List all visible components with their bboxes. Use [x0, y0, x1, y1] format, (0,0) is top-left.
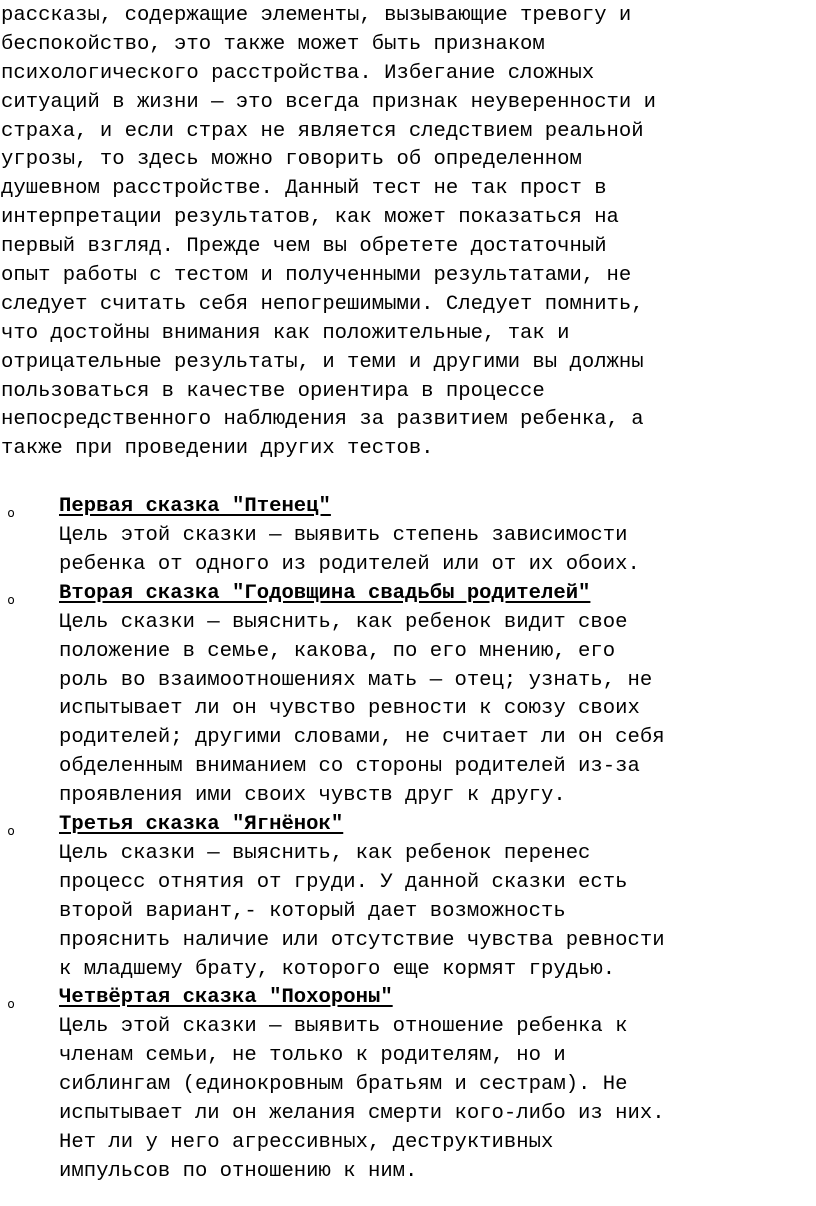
paragraph-line: пользоваться в качестве ориентира в процессе — [1, 379, 545, 403]
paragraph-line: душевном расстройстве. Данный тест не так прост в — [1, 177, 607, 201]
paragraph-line: отрицательные результаты, и теми и другими вы должны — [1, 350, 644, 374]
paragraph-line: страха, и если страх не является следствием реальной — [1, 119, 644, 143]
list-item-line: Цель этой сказки — выявить отношение ребенка к — [59, 1015, 628, 1039]
document-page — [1, 0, 816, 1187]
circle-bullet-icon: o — [7, 592, 15, 607]
list-item-line: членам семьи, не только к родителям, но и — [59, 1044, 566, 1068]
paragraph-line: ситуаций в жизни — это всегда признак неуверенности и — [1, 90, 656, 114]
list-item-line: Цель сказки — выяснить, как ребенок перенес — [59, 841, 591, 865]
list-item-line: испытывает ли он желания смерти кого-либо из них. — [59, 1101, 665, 1125]
list-item-line: обделенным вниманием со стороны родителей из-за — [59, 755, 640, 779]
list-item-title: Первая сказка "Птенец" — [59, 495, 331, 519]
list-item-line: сиблингам (единокровным братьям и сестрам). Не — [59, 1073, 628, 1097]
paragraph-line: непосредственного наблюдения за развитием ребенка, а — [1, 408, 644, 432]
paragraph-line: следует считать себя непогрешимыми. Следует помнить, — [1, 292, 644, 316]
list-item-line: процесс отнятия от груди. У данной сказки есть — [59, 870, 628, 894]
list-item-line: положение в семье, какова, по его мнению, его — [59, 639, 616, 663]
tales-list — [1, 493, 816, 1186]
circle-bullet-icon: o — [7, 506, 15, 521]
list-item-title: Вторая сказка "Годовщина свадьбы родителей" — [59, 581, 591, 605]
paragraph-line: также при проведении других тестов. — [1, 437, 434, 461]
circle-bullet-icon: o — [7, 824, 15, 839]
list-item-line: Цель этой сказки — выявить степень зависимости — [59, 524, 628, 548]
paragraph-line: рассказы, содержащие элементы, вызывающие тревогу и — [1, 4, 632, 27]
paragraph-line: опыт работы с тестом и полученными результатами, не — [1, 264, 632, 288]
list-item — [1, 580, 816, 811]
list-item-line: проявления ими своих чувств друг к другу. — [59, 784, 566, 808]
list-item-title: Четвёртая сказка "Похороны" — [59, 986, 393, 1010]
paragraph-line: первый взгляд. Прежде чем вы обретете достаточный — [1, 235, 607, 259]
paragraph-line: что достойны внимания как положительные, так и — [1, 321, 570, 345]
list-item — [1, 811, 816, 984]
list-item-line: родителей; другими словами, не считает ли он себя — [59, 726, 665, 750]
paragraph-line: угрозы, то здесь можно говорить об определенном — [1, 148, 582, 172]
list-item-line: испытывает ли он чувство ревности к союзу своих — [59, 697, 640, 721]
list-item-line: к младшему брату, которого еще кормят грудью. — [59, 957, 616, 981]
list-item-title: Третья сказка "Ягнёнок" — [59, 813, 344, 837]
list-item-line: роль во взаимоотношениях мать — отец; узнать, не — [59, 668, 653, 692]
intro-paragraph — [1, 0, 816, 464]
list-item — [1, 984, 816, 1186]
list-item-line: импульсов по отношению к ним. — [59, 1159, 418, 1183]
circle-bullet-icon: o — [7, 997, 15, 1012]
list-item-line: второй вариант,- который дает возможность — [59, 899, 566, 923]
paragraph-line: интерпретации результатов, как может показаться на — [1, 206, 619, 230]
paragraph-line: беспокойство, это также может быть признаком — [1, 32, 545, 56]
list-item-line: прояснить наличие или отсутствие чувства ревности — [59, 928, 665, 952]
list-item-line: Нет ли у него агрессивных, деструктивных — [59, 1130, 554, 1154]
list-item-line: Цель сказки — выяснить, как ребенок видит свое — [59, 610, 628, 634]
list-item — [1, 493, 816, 580]
list-item-line: ребенка от одного из родителей или от их обоих. — [59, 553, 640, 577]
paragraph-line: психологического расстройства. Избегание сложных — [1, 61, 595, 85]
